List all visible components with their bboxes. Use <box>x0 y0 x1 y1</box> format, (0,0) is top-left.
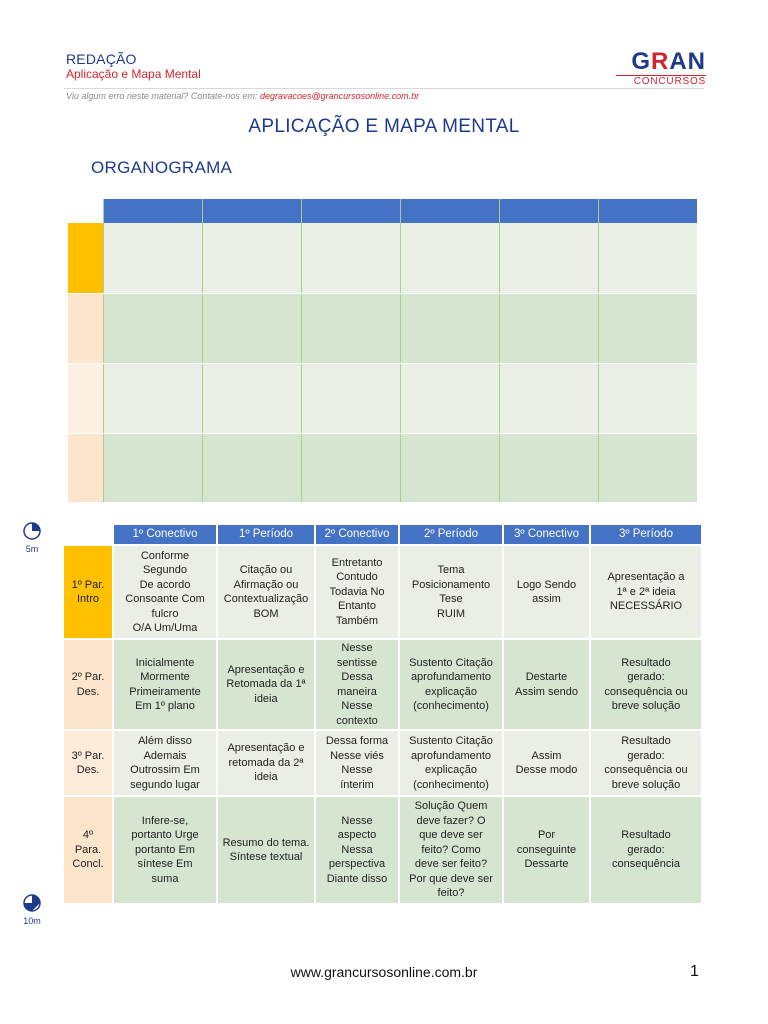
table-cell: Assim Desse modo <box>503 730 590 796</box>
grid-line <box>202 199 203 502</box>
table-row <box>63 639 702 730</box>
column-header: 2º Conectivo <box>315 524 399 545</box>
table-row <box>63 730 702 796</box>
organogram-grid <box>68 199 697 502</box>
page-number: 1 <box>690 963 699 980</box>
header-subject: REDAÇÃO <box>66 51 137 67</box>
table-cell: Resumo do tema. Síntese textual <box>217 796 315 904</box>
table-cell: Nesse sentisse Dessa maneira Nesse contexto <box>315 639 399 730</box>
timer-label: 5m <box>25 544 39 554</box>
table-cell: Apresentação e Retomada da 1ª ideia <box>217 639 315 730</box>
timer-10m <box>22 893 42 926</box>
table-cell: Resultado gerado: consequência ou breve solução <box>590 639 702 730</box>
header-topic: Aplicação e Mapa Mental <box>66 67 201 81</box>
grid-line <box>103 199 104 502</box>
table-cell: Sustento Citação aprofundamento explicação (conhecimento) <box>399 730 503 796</box>
row-header: 1º Par. Intro <box>63 545 113 639</box>
column-header: 3º Conectivo <box>503 524 590 545</box>
organogram-row-marker <box>68 293 103 363</box>
gran-concursos-logo: GRAN CONCURSOS <box>616 50 706 88</box>
timer-icon <box>22 893 42 913</box>
table-cell: Citação ou Afirmação ou Contextualização BOM <box>217 545 315 639</box>
grid-line <box>68 363 697 364</box>
organogram-row-marker <box>68 223 103 293</box>
timer-5m <box>22 521 42 554</box>
column-header: 2º Período <box>399 524 503 545</box>
organogram-row-marker <box>68 433 103 502</box>
row-header: 4º Para. Concl. <box>63 796 113 904</box>
table-cell: Entretanto Contudo Todavia No Entanto Também <box>315 545 399 639</box>
timer-icon <box>22 521 42 541</box>
column-header: 1º Conectivo <box>113 524 217 545</box>
table-cell: Logo Sendo assim <box>503 545 590 639</box>
row-header: 2º Par. Des. <box>63 639 113 730</box>
table-cell: Resultado gerado: consequência ou breve solução <box>590 730 702 796</box>
table-cell: Tema Posicionamento Tese RUIM <box>399 545 503 639</box>
grid-line <box>68 433 697 434</box>
organogram-row-marker <box>68 363 103 433</box>
row-header: 3º Par. Des. <box>63 730 113 796</box>
contact-email-link[interactable]: degravacoes@grancursosonline.com.br <box>259 91 420 101</box>
table-cell: Apresentação e retomada da 2ª ideia <box>217 730 315 796</box>
table-cell: Por conseguinte Dessarte <box>503 796 590 904</box>
grid-line <box>68 293 697 294</box>
table-row <box>63 545 702 639</box>
column-header: 1º Período <box>217 524 315 545</box>
timer-label: 10m <box>23 916 41 926</box>
section-title: ORGANOGRAMA <box>91 158 233 177</box>
table-cell: Apresentação a 1ª e 2ª ideia NECESSÁRIO <box>590 545 702 639</box>
table-header-row <box>63 524 702 545</box>
table-cell: Inicialmente Mormente Primeiramente Em 1º plano <box>113 639 217 730</box>
table-cell: Conforme Segundo De acordo Consoante Com fulcro O/A Um/Uma <box>113 545 217 639</box>
table-cell: Destarte Assim sendo <box>503 639 590 730</box>
table-cell: Além disso Ademais Outrossim Em segundo lugar <box>113 730 217 796</box>
grid-line <box>400 199 401 502</box>
table-row <box>63 796 702 904</box>
table-cell: Dessa forma Nesse viés Nesse ínterim <box>315 730 399 796</box>
table-cell: Nesse aspecto Nessa perspectiva Diante disso <box>315 796 399 904</box>
connectives-table <box>62 523 703 905</box>
table-cell: Sustento Citação aprofundamento explicação (conhecimento) <box>399 639 503 730</box>
table-cell: Solução Quem deve fazer? O que deve ser feito? Como deve ser feito? Por que deve ser feito? <box>399 796 503 904</box>
header-divider <box>64 88 704 89</box>
table-cell: Infere-se, portanto Urge portanto Em síntese Em suma <box>113 796 217 904</box>
table-corner <box>63 524 113 545</box>
page-title: APLICAÇÃO E MAPA MENTAL <box>248 116 520 137</box>
header-contact: Viu algum erro neste material? Contate-nos em: degravacoes@grancursosonline.com.br <box>66 91 420 101</box>
grid-line <box>598 199 599 502</box>
column-header: 3º Período <box>590 524 702 545</box>
table-cell: Resultado gerado: consequência <box>590 796 702 904</box>
grid-line <box>499 199 500 502</box>
footer-website-link[interactable]: www.grancursosonline.com.br <box>290 964 478 980</box>
grid-line <box>301 199 302 502</box>
